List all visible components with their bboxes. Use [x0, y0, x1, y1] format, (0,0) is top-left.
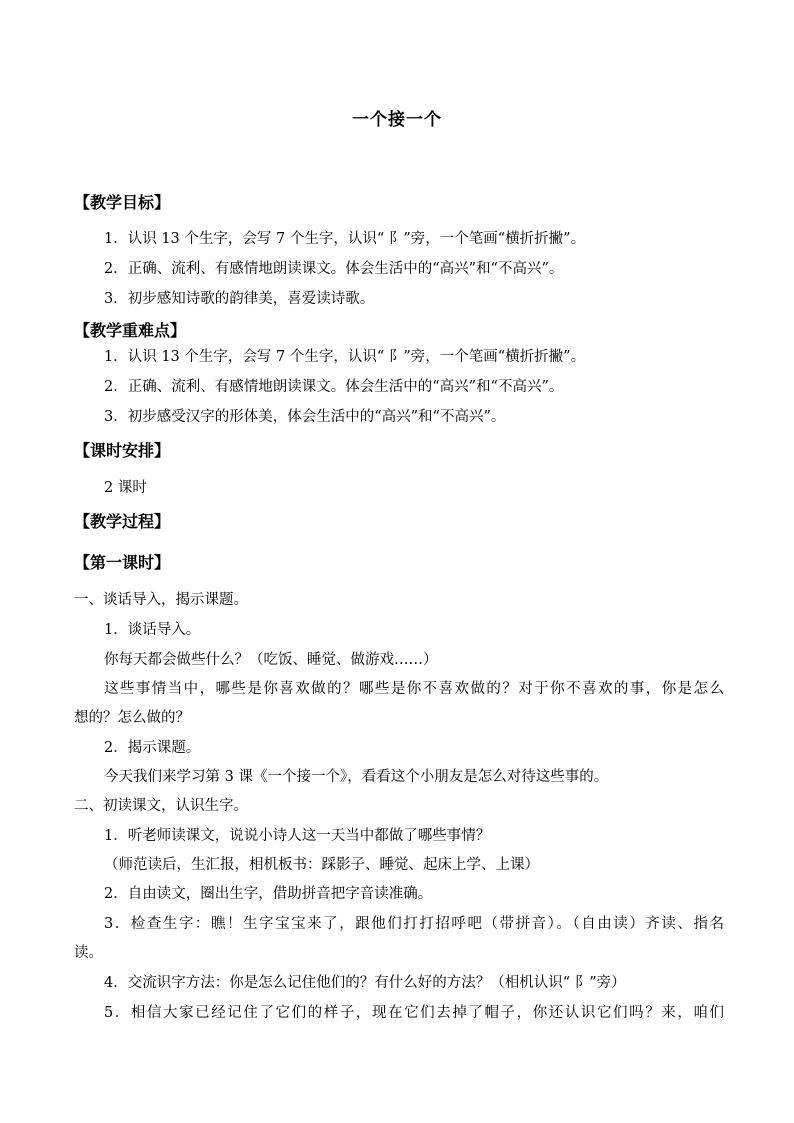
lesson1-heading: 【第一课时】: [74, 553, 171, 572]
body-text: 读。: [74, 945, 103, 961]
body-text: （师范读后，生汇报，相机板书：踩影子、睡觉、起床上学、上课）: [104, 857, 539, 873]
objective-item: 1．认识 13 个生字，会写 7 个生字，认识“ 阝”旁，一个笔画“横折折撇”。: [104, 231, 586, 247]
step-item: 5．相信大家已经记住了它们的样子，现在它们去掉了帽子，你还认识它们吗？来，咱们: [104, 1005, 724, 1021]
process-heading: 【教学过程】: [74, 512, 171, 531]
key-point-item: 3．初步感受汉字的形体美，体会生活中的“高兴”和“不高兴”。: [104, 409, 506, 425]
objective-item: 2．正确、流利、有感情地朗读课文。体会生活中的“高兴”和“不高兴”。: [104, 261, 564, 277]
page-title: 一个接一个: [352, 110, 442, 130]
schedule-value: 2 课时: [104, 480, 147, 496]
key-points-heading: 【教学重难点】: [74, 321, 187, 340]
step-item: 4．交流识字方法：你是怎么记住他们的？有什么好的方法？（相机认识“ 阝”旁）: [104, 975, 626, 991]
schedule-heading: 【课时安排】: [74, 441, 171, 460]
body-text: 你每天都会做些什么？（吃饭、睡觉、做游戏……）: [104, 652, 438, 668]
body-text: 想的？怎么做的？: [74, 710, 190, 726]
key-point-item: 2．正确、流利、有感情地朗读课文。体会生活中的“高兴”和“不高兴”。: [104, 379, 564, 395]
body-text: 今天我们来学习第 3 课《一个接一个》，看看这个小朋友是怎么对待这些事的。: [104, 769, 609, 785]
step-item: 1．谈话导入。: [104, 622, 201, 638]
step-item: 1．听老师读课文，说说小诗人这一天当中都做了哪些事情？: [104, 828, 491, 844]
step-item: 3．检查生字：瞧！生字宝宝来了，跟他们打打招呼吧（带拼音）。（自由读）齐读、指名: [104, 916, 724, 932]
objectives-heading: 【教学目标】: [74, 193, 171, 212]
step-item: 2．揭示课题。: [104, 740, 201, 756]
section2-title: 二、初读课文，认识生字。: [74, 798, 248, 814]
body-text: 这些事情当中，哪些是你喜欢做的？哪些是你不喜欢做的？对于你不喜欢的事，你是怎么: [104, 681, 724, 697]
key-point-item: 1．认识 13 个生字，会写 7 个生字，认识“ 阝”旁，一个笔画“横折折撇”。: [104, 349, 586, 365]
section1-title: 一、谈话导入，揭示课题。: [74, 592, 248, 608]
step-item: 2．自由读文，圈出生字，借助拼音把字音读准确。: [104, 886, 433, 902]
objective-item: 3．初步感知诗歌的韵律美，喜爱读诗歌。: [104, 291, 375, 307]
